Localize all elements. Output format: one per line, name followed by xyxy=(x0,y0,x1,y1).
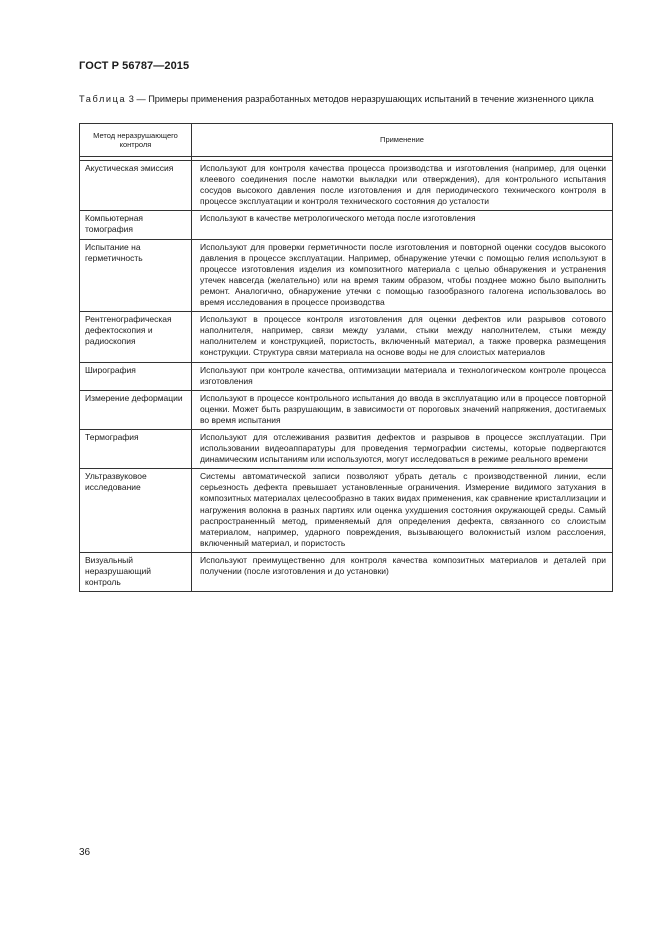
application-cell: Системы автоматической записи позволяют убрать деталь с производственной линии, если серьезность дефекта превышает установленные ограничения. Измерение видимого затухания в композитных материалах целесообразно в таких видах применения, как сравнение кристаллизации и нагружения волокна в разных партиях или оценка ухудшения состояния окружающей среды. Самый распространенный метод, применяемый для определения дефекта, связанного со слоистым материалом, например, ударного повреждения, вызывающего волокнистый излом расслоения, включенный материал, и пористость xyxy=(192,469,613,553)
application-cell: Используют для контроля качества процесса производства и изготовления (например, для оценки клеевого соединения после намотки выкладки или отверждения), для контрольного испытания сосудов высокого давления после изготовления и для периодического технического контроля в процессе эксплуатации и контроля технического состояния до усталости xyxy=(192,161,613,211)
table-row xyxy=(80,552,613,591)
column-header-application: Применение xyxy=(192,124,613,157)
table-row xyxy=(80,161,613,211)
table-row xyxy=(80,211,613,239)
table-row xyxy=(80,239,613,312)
document-standard-number: ГОСТ Р 56787—2015 xyxy=(79,60,190,72)
application-cell: Используют в качестве метрологического метода после изготовления xyxy=(192,211,613,239)
table-caption xyxy=(79,93,619,105)
application-cell: Используют для отслеживания развития дефектов и разрывов в процессе эксплуатации. При использовании видеоаппаратуры для проведения термографии системы, которые подвергаются динамическим испытаниям или используются, могут исследоваться в режиме реального времени xyxy=(192,429,613,468)
table-row xyxy=(80,390,613,429)
method-cell: Термография xyxy=(80,429,192,468)
application-cell: Используют при контроле качества, оптимизации материала и технологическом контроле процесса изготовления xyxy=(192,362,613,390)
method-cell: Рентгенографическая дефектоскопия и радиоскопия xyxy=(80,312,192,362)
application-cell: Используют в процессе контрольного испытания до ввода в эксплуатацию или в процессе повторной оценки. Может быть разрушающим, в зависимости от пороговых значений напряжения, достигаемых во время испытания xyxy=(192,390,613,429)
table-caption-title: 3 — Примеры применения разработанных методов неразрушающих испытаний в течение жизненного цикла xyxy=(128,94,594,104)
table-row xyxy=(80,429,613,468)
table-caption-label: Таблица xyxy=(79,94,127,104)
method-cell: Визуальный неразрушающий контроль xyxy=(80,552,192,591)
table-header-row xyxy=(80,124,613,157)
method-cell: Измерение деформации xyxy=(80,390,192,429)
method-cell: Испытание на герметичность xyxy=(80,239,192,312)
method-cell: Ультразвуковое исследование xyxy=(80,469,192,553)
application-cell: Используют преимущественно для контроля качества композитных материалов и деталей при получении (после изготовления и до установки) xyxy=(192,552,613,591)
column-header-method: Метод неразрушающего контроля xyxy=(80,124,192,157)
application-cell: Используют в процессе контроля изготовления для оценки дефектов или разрывов сотового наполнителя, например, связи между узлами, стыки между наполнителем, стыки между наполнителем и конструкцией, пористость, включенный материал, а также проверка размещения конструкции. Структура связи материала на основе воды не для слоистых материалов xyxy=(192,312,613,362)
method-cell: Акустическая эмиссия xyxy=(80,161,192,211)
method-cell: Ширография xyxy=(80,362,192,390)
page-number: 36 xyxy=(79,847,91,858)
method-cell: Компьютерная томография xyxy=(80,211,192,239)
table-row xyxy=(80,312,613,362)
table-row xyxy=(80,469,613,553)
table-row xyxy=(80,362,613,390)
ndt-methods-table xyxy=(79,123,613,592)
application-cell: Используют для проверки герметичности после изготовления и повторной оценки сосудов высокого давления в процессе эксплуатации. Например, обнаружение утечки с помощью гелия используют в процессе изготовления изделия из композитного материала с целью обнаружения и устранения утечек навсегда (желательно) или на время таким образом, чтобы позднее можно было выполнить ремонт. Аналогично, обнаружение утечки с помощью газообразного галогена использовалось во время исследования в процессе производства xyxy=(192,239,613,312)
